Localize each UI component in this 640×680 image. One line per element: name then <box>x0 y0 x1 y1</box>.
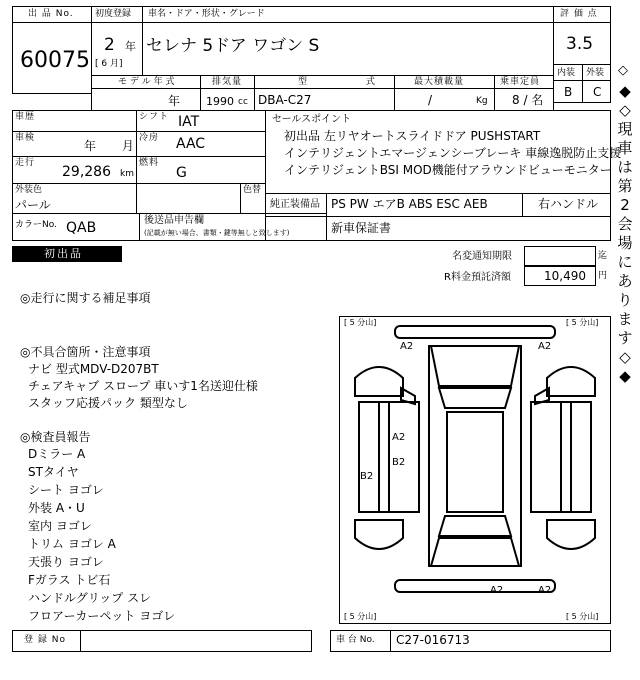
roof-outline <box>429 346 521 566</box>
mileage-label: 走行 <box>15 158 36 168</box>
damage-mark: A2 <box>538 341 552 352</box>
inspection-value: 年 月 <box>84 139 134 153</box>
max-load-sep: / <box>428 93 433 107</box>
wheel-arch-rr <box>547 520 595 549</box>
displacement-value: 1990 <box>206 95 234 108</box>
ac-label: 冷房 <box>139 133 160 143</box>
equipment-label: 純正装備品 <box>270 199 320 210</box>
recycle-label: R料金預託済額 <box>444 272 511 283</box>
defect-heading: ◎不具合箇所・注意事項 <box>20 345 151 359</box>
inspector-line: トリム ヨゴレ A <box>28 537 116 551</box>
chassis-label: 車 台 No. <box>336 635 375 645</box>
defect-line: ナビ 型式MDV-D207BT <box>28 362 159 376</box>
steering-value: 右ハンドル <box>538 197 599 211</box>
side-banner-char: ◇ <box>619 348 631 366</box>
rear-window <box>439 516 511 536</box>
side-banner-top-arrow: ◇ <box>618 63 628 78</box>
deadline-box <box>524 246 596 266</box>
side-banner-char: ◆ <box>619 367 631 385</box>
wheel-arch-fr <box>547 367 595 396</box>
inspector-line: 天張り ヨゴレ <box>28 555 104 569</box>
side-banner-char: す <box>617 329 633 347</box>
wheel-arch-rl <box>355 520 403 549</box>
inspector-line: シート ヨゴレ <box>28 483 104 497</box>
side-banner-char: 会 <box>617 215 633 233</box>
inspector-line: 外装 A・U <box>28 501 85 515</box>
post-item-label: 後送品申告欄 <box>144 215 204 226</box>
inspector-line: 室内 ヨゴレ <box>28 519 92 533</box>
recycle-value: 10,490 <box>544 269 586 283</box>
interior-label: 内装 <box>557 68 576 78</box>
damage-mark: A2 <box>392 432 406 443</box>
first-reg-month: [ 6 月] <box>95 59 123 69</box>
displacement-unit: cc <box>238 97 248 107</box>
sales-points-label: セールスポイント <box>272 114 352 125</box>
mileage-unit: km <box>120 169 134 179</box>
exterior-value: C <box>593 85 602 99</box>
ext-color-label: 外装色 <box>15 185 43 195</box>
inspector-line: Fガラス トビ石 <box>28 573 111 587</box>
fuel-label: 燃料 <box>139 158 160 168</box>
defect-line: スタッフ応援パック 類型なし <box>28 396 188 410</box>
history-label: 車歴 <box>15 112 36 122</box>
ext-color-value: パール <box>15 198 51 212</box>
lot-number: 60075 <box>20 48 90 73</box>
max-load-label: 最大積載量 <box>414 77 465 87</box>
side-banner-char: に <box>617 253 633 271</box>
equipment-value: PS PW エアB ABS ESC AEB <box>331 197 488 211</box>
damage-mark: A2 <box>400 341 414 352</box>
tire-tread-fr: [ 5 分山] <box>566 318 599 327</box>
deadline-suffix: 迄 <box>598 251 608 261</box>
damage-mark: B2 <box>360 471 374 482</box>
side-banner-char: あ <box>617 272 633 290</box>
first-reg-year-unit: 年 <box>125 40 137 53</box>
inspector-heading: ◎検査員報告 <box>20 430 91 444</box>
tire-tread-fl: [ 5 分山] <box>344 318 377 327</box>
rear-bumper <box>395 580 555 592</box>
warranty-value: 新車保証書 <box>331 221 392 235</box>
side-banner-char: 車 <box>617 139 633 157</box>
wheel-arch-fl <box>355 367 403 396</box>
roof-panel <box>447 412 503 512</box>
type-value: DBA-C27 <box>258 93 312 107</box>
interior-value: B <box>564 85 573 99</box>
sales-point-line: インテリジェントBSI MOD機能付アラウンドビューモニター <box>284 163 612 177</box>
chassis-value: C27-016713 <box>396 633 470 647</box>
side-banner-char: ま <box>617 310 633 328</box>
side-banner-char: は <box>617 158 633 176</box>
driving-notes-heading: ◎走行に関する補足事項 <box>20 291 151 305</box>
tire-tread-rl: [ 5 分山] <box>344 612 377 621</box>
side-banner-char: 場 <box>617 234 633 252</box>
first-reg-label: 初度登録 <box>95 9 132 19</box>
color-no-label: カラーNo. <box>15 220 57 230</box>
defect-line: チェアキャブ スロープ 車いす1名送迎仕様 <box>28 379 258 393</box>
left-side-panel <box>359 402 389 512</box>
side-banner-char: 第 <box>617 177 633 195</box>
model-year-unit: 年 <box>168 94 181 108</box>
exterior-label: 外装 <box>586 68 605 78</box>
max-load-unit: Kg <box>476 96 488 106</box>
damage-mark: A2 <box>538 585 552 596</box>
right-sill <box>531 402 571 512</box>
side-banner-char: ◆ <box>619 82 631 100</box>
damage-mark: B2 <box>392 457 406 468</box>
color-no-value: QAB <box>66 220 97 236</box>
lot-label: 出 品 No. <box>28 9 74 19</box>
displacement-label: 排気量 <box>212 77 243 87</box>
grade-label: 評 価 点 <box>560 9 598 19</box>
deadline-label: 名変通知期限 <box>452 251 512 262</box>
grade-value: 3.5 <box>566 34 594 54</box>
first-reg-year: 2 <box>104 35 115 55</box>
type-label: 型 式 <box>298 77 403 87</box>
sales-point-line: 初出品 左リヤオートスライドドア PUSHSTART <box>284 129 541 143</box>
inspector-line: ハンドルグリップ スレ <box>28 591 152 605</box>
inspector-line: STタイヤ <box>28 465 79 479</box>
inspector-line: Dミラー A <box>28 447 86 461</box>
side-banner-char: り <box>617 291 633 309</box>
side-banner-char: 現 <box>617 120 633 138</box>
rear-hatch <box>431 538 519 566</box>
tire-tread-rr: [ 5 分山] <box>566 612 599 621</box>
side-banner <box>612 82 638 386</box>
ac-value: AAC <box>176 136 206 152</box>
mileage-value: 29,286 <box>62 164 111 180</box>
windshield <box>439 388 511 408</box>
fuel-value: G <box>176 165 187 181</box>
post-item-sub: (記載が無い場合、書類・鍵等無しと致します) <box>144 229 290 237</box>
car-name-value: セレナ 5ドア ワゴン S <box>146 36 320 56</box>
car-name-label: 車名・ドア・形状・グレード <box>148 9 265 19</box>
color-change-label: 色替 <box>243 185 262 195</box>
sales-point-line: インテリジェントエマージェンシーブレーキ 車線逸脱防止支援 <box>284 146 622 160</box>
inspector-line: フロアーカーペット ヨゴレ <box>28 609 176 623</box>
side-banner-char: ◇ <box>619 101 631 119</box>
front-bumper <box>395 326 555 338</box>
shift-label: シフト <box>139 112 170 122</box>
capacity-label: 乗車定員 <box>500 77 541 87</box>
hood <box>431 346 519 386</box>
capacity-value: 8 / 名 <box>512 93 544 107</box>
inspection-label: 車検 <box>15 133 36 143</box>
model-year-label: モ デ ル 年 式 <box>118 77 175 87</box>
recycle-unit: 円 <box>598 271 608 281</box>
car-diagram <box>339 316 611 624</box>
right-side-panel <box>561 402 591 512</box>
first-listing-badge-text: 初出品 <box>44 247 83 260</box>
reg-no-label: 登 録 No <box>24 635 66 645</box>
shift-value: IAT <box>178 114 200 130</box>
damage-mark: A2 <box>490 585 504 596</box>
side-banner-char: 2 <box>620 196 630 214</box>
